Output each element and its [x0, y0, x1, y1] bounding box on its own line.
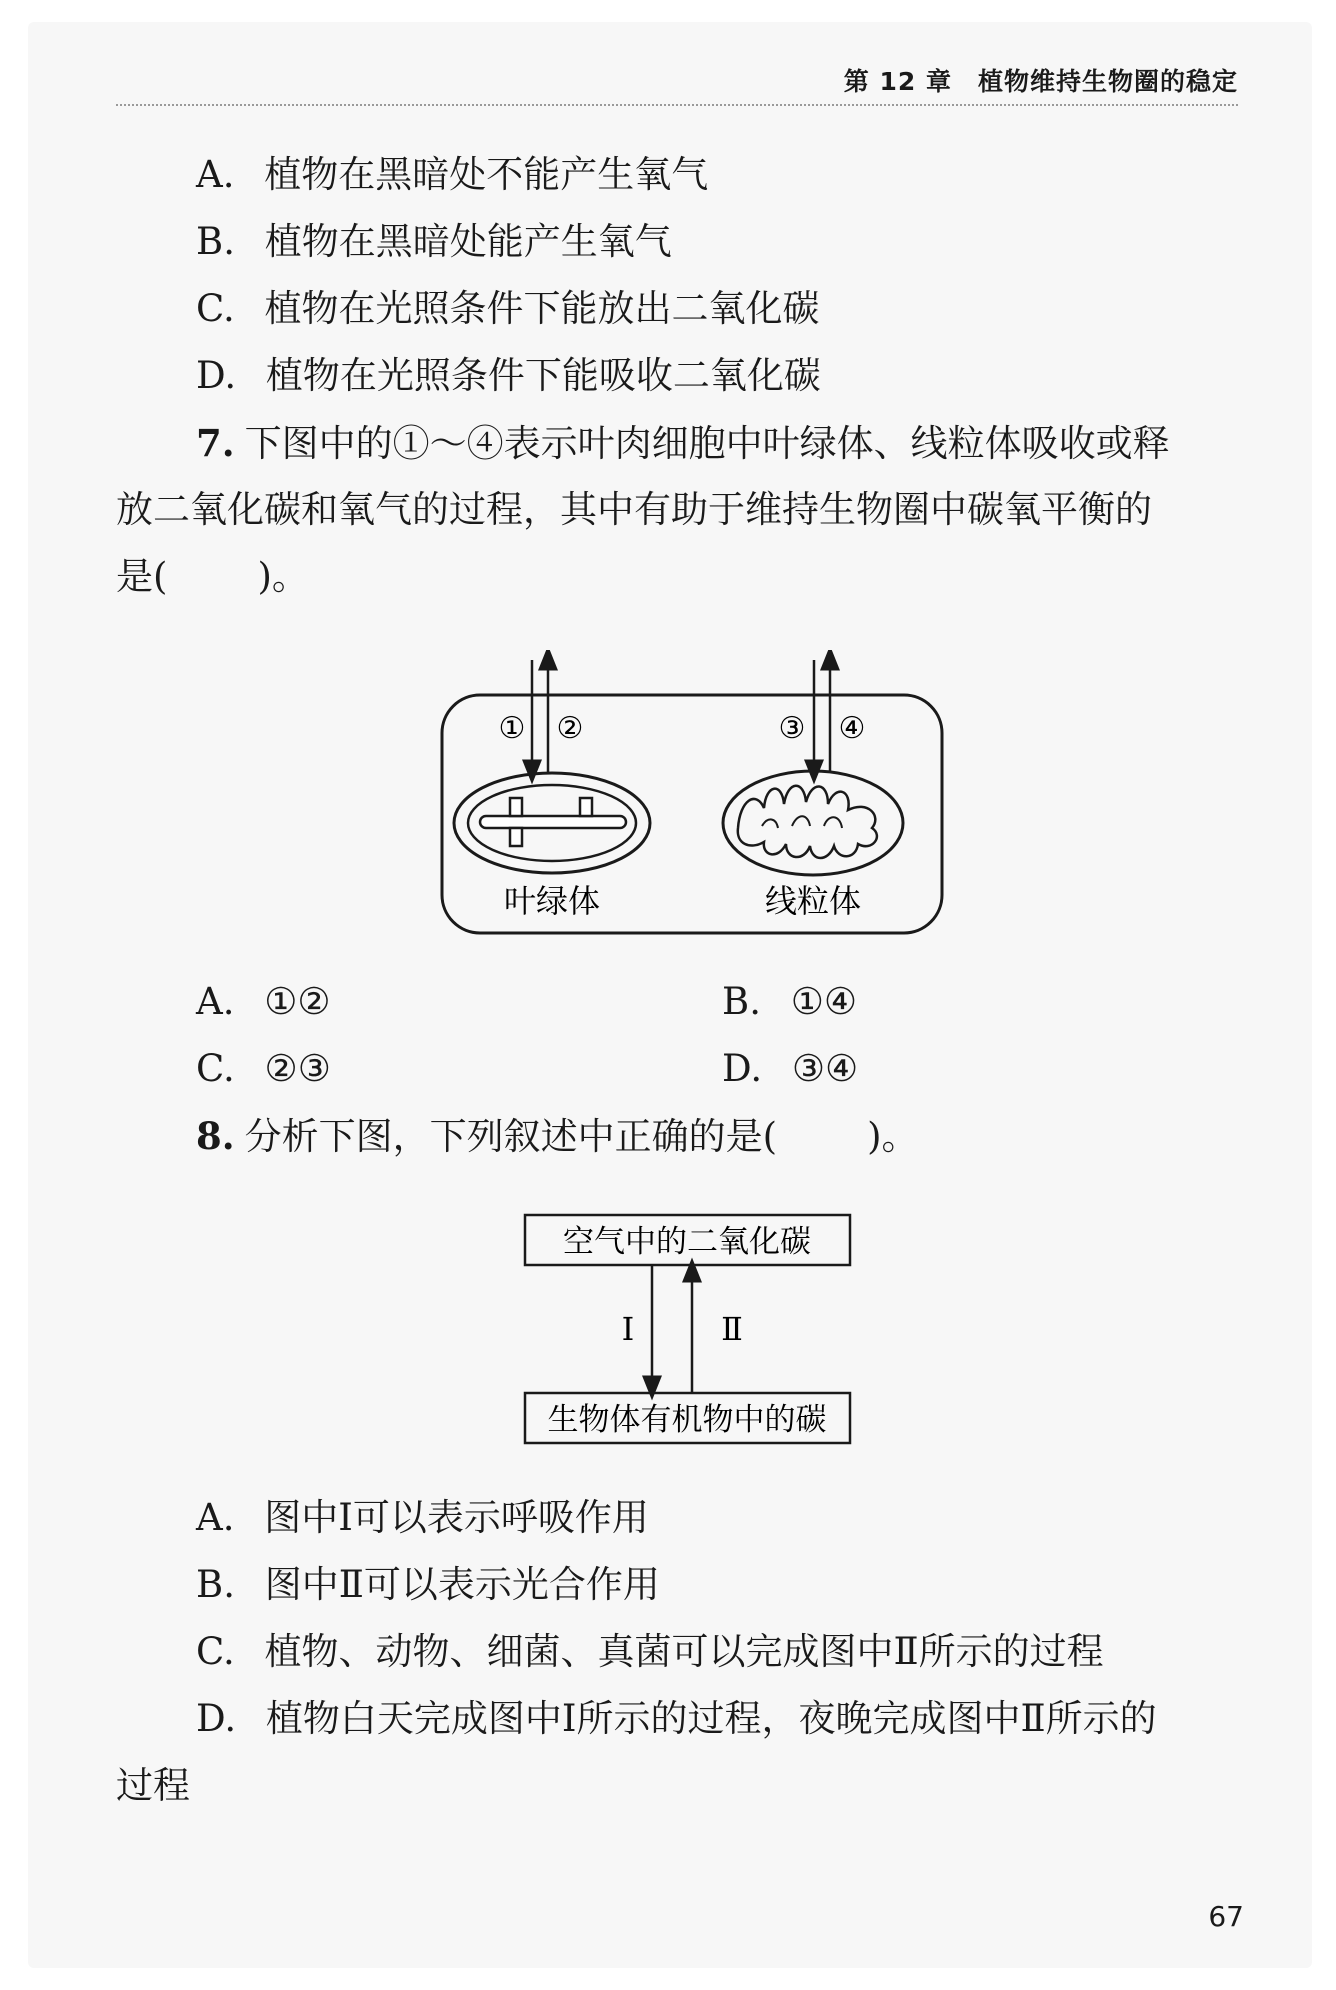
q7-stem-line1 [196, 423, 1170, 465]
option-letter: D. [196, 354, 237, 397]
option-letter: A. [196, 1496, 235, 1539]
label-circle-2: ② [556, 711, 584, 746]
label-circle-3: ③ [778, 711, 806, 746]
question-number: 8. [196, 1114, 235, 1158]
q8-stem-start: 分析下图，下列叙述中正确的是( [244, 1115, 778, 1158]
label-II: Ⅱ [721, 1310, 743, 1348]
page-number: 67 [1208, 1900, 1244, 1933]
label-circle-1: ① [498, 711, 526, 746]
option-text: 植物在光照条件下能吸收二氧化碳 [265, 354, 821, 397]
q7-stem-line3 [116, 557, 309, 598]
q6-option-a [196, 155, 708, 196]
q7-stem-start: 是( [116, 555, 168, 598]
option-text: ①② [264, 980, 331, 1023]
option-letter: D. [196, 1697, 237, 1740]
q7-stem-end: )。 [257, 555, 309, 598]
chloroplast [454, 773, 650, 873]
option-letter: C. [196, 287, 235, 330]
q8-stem [196, 1116, 919, 1158]
mitochondrion [723, 771, 903, 875]
q8-option-d-continuation: 过程 [116, 1764, 190, 1807]
q6-option-c [196, 289, 820, 330]
q6-option-d [196, 356, 821, 397]
option-letter: C. [196, 1630, 235, 1673]
chloroplast-label: 叶绿体 [503, 882, 601, 920]
option-letter: B. [722, 980, 761, 1023]
option-text: ③④ [791, 1047, 859, 1090]
option-text: 植物在光照条件下能放出二氧化碳 [264, 287, 820, 330]
q6-option-b [196, 222, 672, 263]
option-letter: B. [196, 1563, 235, 1606]
chapter-title: 第 12 章 植物维持生物圈的稳定 [843, 67, 1238, 96]
option-text: ②③ [264, 1047, 331, 1090]
q8-option-c [196, 1632, 1104, 1673]
option-letter: A. [196, 153, 235, 196]
label-circle-4: ④ [838, 711, 866, 746]
q7-option-a [196, 982, 331, 1023]
option-letter: C. [196, 1047, 235, 1090]
q7-option-d [722, 1049, 858, 1090]
q7-option-c [196, 1049, 331, 1090]
bottom-box-label: 生物体有机物中的碳 [547, 1402, 827, 1438]
top-box-label: 空气中的二氧化碳 [563, 1224, 811, 1260]
option-text: 植物白天完成图中Ⅰ所示的过程，夜晚完成图中Ⅱ所示的 [265, 1697, 1157, 1740]
q7-option-b [722, 982, 857, 1023]
cell-diagram [420, 650, 960, 950]
option-text: ①④ [790, 980, 858, 1023]
option-text: 植物在黑暗处不能产生氧气 [264, 153, 709, 196]
option-letter: D. [722, 1047, 763, 1090]
label-I: Ⅰ [621, 1310, 635, 1348]
mitochondrion-label: 线粒体 [764, 882, 862, 920]
option-letter: A. [196, 980, 235, 1023]
option-text: 图中Ⅰ可以表示呼吸作用 [264, 1496, 649, 1539]
q8-option-b [196, 1565, 660, 1606]
q7-stem-line2: 放二氧化碳和氧气的过程，其中有助于维持生物圈中碳氧平衡的 [116, 488, 1152, 531]
option-text: 图中Ⅱ可以表示光合作用 [264, 1563, 660, 1606]
q8-stem-end: )。 [867, 1115, 919, 1158]
option-letter: B. [196, 220, 235, 263]
option-text: 植物在黑暗处能产生氧气 [264, 220, 672, 263]
question-number: 7. [196, 421, 235, 465]
page-header [116, 58, 1238, 106]
q7-stem-text1: 下图中的①～④表示叶肉细胞中叶绿体、线粒体吸收或释 [244, 422, 1170, 465]
carbon-cycle-diagram [520, 1210, 860, 1450]
q8-option-d [196, 1699, 1157, 1740]
option-text: 植物、动物、细菌、真菌可以完成图中Ⅱ所示的过程 [264, 1630, 1104, 1673]
q8-option-a [196, 1498, 649, 1539]
